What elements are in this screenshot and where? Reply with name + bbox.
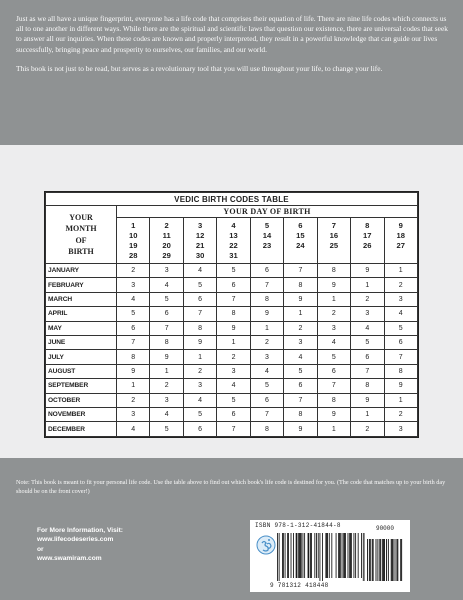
life-code-cell: 1 <box>384 393 418 407</box>
barcode-bar <box>279 533 280 581</box>
vedic-birth-codes-table <box>44 191 419 438</box>
life-code-cell: 1 <box>351 408 384 422</box>
barcode-bar <box>316 533 317 578</box>
life-code-cell: 9 <box>384 379 418 393</box>
day-number: 6 <box>298 220 303 230</box>
life-code-cell: 2 <box>317 307 350 321</box>
life-code-cell: 2 <box>384 408 418 422</box>
month-name: MAY <box>46 321 117 335</box>
barcode-bar <box>299 533 300 578</box>
barcode-bar <box>288 533 289 578</box>
life-code-cell: 3 <box>384 422 418 437</box>
day-column-header <box>317 218 350 264</box>
life-code-cell: 5 <box>150 292 183 306</box>
barcode-bar <box>327 533 328 578</box>
day-number: 30 <box>195 250 205 260</box>
life-code-cell: 4 <box>183 264 216 278</box>
life-code-cell: 7 <box>284 393 317 407</box>
supplement-bar <box>395 539 396 581</box>
day-column-header <box>284 218 317 264</box>
supplement-bar <box>369 539 370 581</box>
barcode-bar <box>314 533 315 578</box>
life-code-cell: 4 <box>384 307 418 321</box>
life-code-cell: 3 <box>150 393 183 407</box>
barcode-bar <box>283 533 284 578</box>
life-code-cell: 4 <box>317 336 350 350</box>
supplement-bar <box>386 539 387 581</box>
day-number: 11 <box>162 230 171 240</box>
life-code-cell: 8 <box>351 379 384 393</box>
day-number <box>251 251 283 261</box>
day-number: 15 <box>296 230 305 240</box>
supplement-bar <box>383 539 384 581</box>
life-code-cell: 2 <box>250 336 283 350</box>
intro-paragraph-1: Just as we all have a unique fingerprint, everyone has a life code that comprises their equation of life. There are nine life codes which connects us all to one another in different ways. While there are the spiritual and scientific laws that question our existence, there are universal codes that seek to answer all our inquiries. When these codes are known and properly interpreted, they result in a powerful knowledge that can guide our lives successfully, bringing peace and prosperity to ourselves, our families, and our world. <box>16 14 448 54</box>
note-text: Note: This book is meant to fit your personal life code. Use the table above to find out which book's life code is destined for you. (The code that matches up to your birth day should be on the front cover!) <box>16 479 446 495</box>
life-code-cell: 7 <box>384 350 418 364</box>
life-code-cell: 1 <box>284 307 317 321</box>
day-column-header <box>117 218 150 264</box>
supplement-bar <box>397 539 398 581</box>
life-code-cell: 6 <box>250 264 283 278</box>
day-column-header <box>217 218 250 264</box>
day-column-header <box>351 218 384 264</box>
day-number: 5 <box>264 220 270 230</box>
life-code-cell: 9 <box>284 422 317 437</box>
life-code-cell: 5 <box>150 422 183 437</box>
barcode-bar <box>287 533 288 578</box>
day-number <box>351 251 383 261</box>
life-code-cell: 3 <box>317 321 350 335</box>
life-code-cell: 6 <box>183 292 216 306</box>
life-code-cell: 1 <box>317 292 350 306</box>
life-code-cell: 1 <box>250 321 283 335</box>
day-number: 7 <box>331 220 336 230</box>
month-of-birth-header <box>46 206 117 264</box>
supplement-bar <box>372 539 373 581</box>
ean-barcode-bars <box>277 533 365 581</box>
supplement-barcode-bars <box>367 533 403 581</box>
barcode-bar <box>282 533 283 578</box>
life-code-cell: 2 <box>117 393 150 407</box>
life-code-cell: 9 <box>250 307 283 321</box>
life-code-cell: 8 <box>284 278 317 292</box>
supplement-bar <box>393 539 394 581</box>
month-row <box>46 350 418 364</box>
life-code-cell: 2 <box>284 321 317 335</box>
life-code-cell: 5 <box>217 393 250 407</box>
barcode-bar <box>311 533 312 578</box>
day-number <box>385 251 418 261</box>
life-code-cell: 4 <box>150 408 183 422</box>
supplement-bar <box>370 539 371 581</box>
life-code-cell: 4 <box>183 393 216 407</box>
day-number: 20 <box>162 240 171 250</box>
life-code-cell: 6 <box>384 336 418 350</box>
barcode-bar <box>340 533 341 578</box>
supplement-bar <box>392 539 393 581</box>
day-number: 28 <box>128 250 138 260</box>
life-code-cell: 7 <box>217 422 250 437</box>
life-code-cell: 4 <box>117 292 150 306</box>
life-code-cell: 5 <box>384 321 418 335</box>
price-supplement-number: 90000 <box>375 525 394 532</box>
barcode-bar <box>301 533 302 578</box>
life-code-cell: 7 <box>250 278 283 292</box>
life-code-cell: 7 <box>317 379 350 393</box>
barcode-bar <box>304 533 305 578</box>
life-code-cell: 3 <box>117 278 150 292</box>
day-column-header <box>183 218 216 264</box>
month-name: JULY <box>46 350 117 364</box>
life-code-cell: 1 <box>183 350 216 364</box>
table-title: VEDIC BIRTH CODES TABLE <box>46 193 418 206</box>
month-name: OCTOBER <box>46 393 117 407</box>
barcode-bar <box>355 533 356 578</box>
isbn-barcode <box>250 520 410 592</box>
life-code-cell: 2 <box>351 422 384 437</box>
day-column-header <box>250 218 283 264</box>
life-code-cell: 7 <box>250 408 283 422</box>
barcode-bar <box>350 533 351 578</box>
life-code-cell: 9 <box>217 321 250 335</box>
month-row <box>46 364 418 378</box>
barcode-bar <box>329 533 330 578</box>
life-code-cell: 9 <box>317 278 350 292</box>
life-code-cell: 7 <box>351 364 384 378</box>
life-code-cell: 1 <box>384 264 418 278</box>
life-code-cell: 9 <box>351 264 384 278</box>
life-code-cell: 8 <box>150 336 183 350</box>
supplement-bar <box>373 539 374 581</box>
month-row <box>46 379 418 393</box>
life-code-cell: 3 <box>150 264 183 278</box>
supplement-bar <box>379 539 380 581</box>
supplement-bar <box>401 539 402 581</box>
barcode-bar <box>293 533 294 578</box>
barcode-bar <box>322 533 323 581</box>
life-code-cell: 1 <box>117 379 150 393</box>
life-code-cell: 4 <box>217 379 250 393</box>
barcode-bar <box>291 533 292 578</box>
month-row <box>46 278 418 292</box>
life-code-cell: 3 <box>117 408 150 422</box>
life-code-cell: 8 <box>384 364 418 378</box>
day-number: 14 <box>262 230 272 240</box>
supplement-bar <box>388 539 389 581</box>
barcode-bar <box>348 533 349 578</box>
day-number: 26 <box>363 240 372 250</box>
month-name: JANUARY <box>46 264 117 278</box>
day-number: 21 <box>195 240 205 250</box>
barcode-bar <box>342 533 343 578</box>
month-header-line: BIRTH <box>68 247 94 256</box>
month-header-line: OF <box>75 235 87 245</box>
intro-paragraph-2: This book is not just to be read, but serves as a revolutionary tool that you will use throughout your life, to change your life. <box>16 63 383 73</box>
day-number: 8 <box>365 220 370 230</box>
day-number: 18 <box>396 230 405 240</box>
month-row <box>46 393 418 407</box>
barcode-bar <box>344 533 345 578</box>
life-code-cell: 7 <box>217 292 250 306</box>
life-code-cell: 2 <box>384 278 418 292</box>
life-code-cell: 8 <box>250 422 283 437</box>
life-code-cell: 5 <box>250 379 283 393</box>
supplement-bar <box>380 539 381 581</box>
month-row <box>46 321 418 335</box>
month-row <box>46 408 418 422</box>
month-name: JUNE <box>46 336 117 350</box>
barcode-bar <box>285 533 286 578</box>
life-code-cell: 8 <box>317 393 350 407</box>
barcode-bar <box>296 533 297 578</box>
life-code-cell: 7 <box>150 321 183 335</box>
life-code-cell: 5 <box>217 264 250 278</box>
day-number: 13 <box>229 230 238 240</box>
life-code-cell: 6 <box>250 393 283 407</box>
swamiram-link[interactable]: www.swamiram.com <box>37 554 102 562</box>
life-code-cell: 8 <box>117 350 150 364</box>
day-number: 27 <box>396 240 405 250</box>
day-number: 22 <box>229 240 238 250</box>
day-number: 29 <box>162 250 171 260</box>
life-code-cell: 7 <box>183 307 216 321</box>
barcode-bar <box>361 533 362 578</box>
life-code-cell: 8 <box>317 264 350 278</box>
day-number: 12 <box>195 230 205 240</box>
day-number: 16 <box>329 230 339 240</box>
life-code-cell: 3 <box>351 307 384 321</box>
barcode-bar <box>354 533 355 578</box>
life-code-cell: 4 <box>351 321 384 335</box>
isbn-number: ISBN 978-1-312-41844-8 <box>255 522 341 529</box>
life-code-cell: 4 <box>117 422 150 437</box>
life-code-cell: 1 <box>351 278 384 292</box>
supplement-bar <box>376 539 377 581</box>
life-code-cell: 3 <box>384 292 418 306</box>
barcode-bar <box>338 533 339 578</box>
life-code-cell: 2 <box>183 364 216 378</box>
month-row <box>46 307 418 321</box>
life-code-cell: 5 <box>117 307 150 321</box>
month-header-line: MONTH <box>65 224 97 233</box>
barcode-bar <box>298 533 299 578</box>
life-code-cell: 8 <box>250 292 283 306</box>
life-code-cell: 2 <box>217 350 250 364</box>
life-code-cell: 6 <box>284 379 317 393</box>
month-name: NOVEMBER <box>46 408 117 422</box>
barcode-bar <box>343 533 344 578</box>
more-info-heading: For More Information, Visit: <box>37 527 123 534</box>
day-number: 17 <box>363 230 372 240</box>
more-info-block <box>37 526 123 563</box>
barcode-bar <box>326 533 327 578</box>
life-code-cell: 5 <box>183 408 216 422</box>
barcode-bar <box>336 533 337 578</box>
day-number: 3 <box>197 220 203 230</box>
barcode-bar <box>339 533 340 578</box>
supplement-bar <box>391 539 392 581</box>
day-number: 9 <box>398 220 403 230</box>
month-row <box>46 292 418 306</box>
life-code-cell: 3 <box>183 379 216 393</box>
life-code-cell: 5 <box>183 278 216 292</box>
day-column-header <box>150 218 183 264</box>
day-number: 24 <box>296 240 305 250</box>
life-code-cell: 6 <box>217 278 250 292</box>
month-row <box>46 422 418 437</box>
day-number <box>318 251 350 261</box>
life-code-cell: 9 <box>317 408 350 422</box>
life-code-cell: 5 <box>351 336 384 350</box>
barcode-bar <box>331 533 332 578</box>
day-number <box>284 251 316 261</box>
day-number: 23 <box>262 240 272 250</box>
month-name: SEPTEMBER <box>46 379 117 393</box>
barcode-bar <box>325 533 326 578</box>
life-code-cell: 9 <box>150 350 183 364</box>
life-code-cell: 1 <box>217 336 250 350</box>
life-code-cell: 5 <box>317 350 350 364</box>
life-code-cell: 2 <box>351 292 384 306</box>
life-code-cell: 7 <box>117 336 150 350</box>
life-code-cell: 8 <box>217 307 250 321</box>
or-text: or <box>37 545 44 553</box>
ean-digits: 9 781312 418448 <box>270 582 329 589</box>
life-code-cell: 4 <box>250 364 283 378</box>
day-number: 1 <box>131 220 136 230</box>
barcode-bar <box>308 533 309 578</box>
barcode-bar <box>277 533 278 581</box>
month-name: AUGUST <box>46 364 117 378</box>
month-name: APRIL <box>46 307 117 321</box>
day-number: 31 <box>229 250 238 260</box>
supplement-bar <box>367 539 368 581</box>
barcode-bar <box>303 533 304 578</box>
life-code-cell: 6 <box>117 321 150 335</box>
barcode-bar <box>320 533 321 581</box>
life-code-cell: 3 <box>217 364 250 378</box>
life-code-cell: 3 <box>250 350 283 364</box>
day-number: 10 <box>128 230 138 240</box>
month-name: DECEMBER <box>46 422 117 437</box>
supplement-bar <box>384 539 385 581</box>
barcode-bar <box>308 533 309 578</box>
life-code-cell: 9 <box>351 393 384 407</box>
day-of-birth-header: YOUR DAY OF BIRTH <box>117 206 418 218</box>
month-row <box>46 264 418 278</box>
lifecodeseries-link[interactable]: www.lifecodeseries.com <box>37 536 114 544</box>
life-code-cell: 3 <box>284 336 317 350</box>
supplement-bar <box>377 539 378 581</box>
barcode-bar <box>310 533 311 578</box>
intro-text <box>16 14 448 83</box>
life-code-cell: 6 <box>183 422 216 437</box>
life-code-cell: 2 <box>150 379 183 393</box>
life-code-cell: 6 <box>317 364 350 378</box>
life-code-cell: 4 <box>284 350 317 364</box>
barcode-bar <box>358 533 359 578</box>
month-row <box>46 336 418 350</box>
month-name: FEBRUARY <box>46 278 117 292</box>
life-code-cell: 9 <box>183 336 216 350</box>
day-number: 25 <box>329 240 339 250</box>
life-code-cell: 2 <box>117 264 150 278</box>
day-number: 2 <box>164 220 169 230</box>
codes-table-grid <box>45 192 418 437</box>
life-code-cell: 7 <box>284 264 317 278</box>
supplement-bar <box>382 539 383 581</box>
life-code-cell: 8 <box>183 321 216 335</box>
om-symbol-icon <box>256 535 276 555</box>
month-header-line: YOUR <box>69 212 93 222</box>
life-code-cell: 6 <box>351 350 384 364</box>
barcode-bar <box>345 533 346 578</box>
barcode-bar <box>318 533 319 578</box>
day-number: 4 <box>231 220 236 230</box>
life-code-cell: 1 <box>317 422 350 437</box>
barcode-bar <box>297 533 298 578</box>
barcode-bar <box>351 533 352 578</box>
life-code-cell: 4 <box>150 278 183 292</box>
barcode-bar <box>349 533 350 578</box>
day-number: 19 <box>128 240 138 250</box>
day-column-header <box>384 218 418 264</box>
barcode-bar <box>363 533 364 581</box>
barcode-bar <box>300 533 301 578</box>
life-code-cell: 5 <box>284 364 317 378</box>
supplement-bar <box>400 539 401 581</box>
supplement-bar <box>396 539 397 581</box>
life-code-cell: 9 <box>117 364 150 378</box>
life-code-cell: 6 <box>150 307 183 321</box>
life-code-cell: 1 <box>150 364 183 378</box>
life-code-cell: 8 <box>284 408 317 422</box>
life-code-cell: 9 <box>284 292 317 306</box>
month-name: MARCH <box>46 292 117 306</box>
life-code-cell: 6 <box>217 408 250 422</box>
